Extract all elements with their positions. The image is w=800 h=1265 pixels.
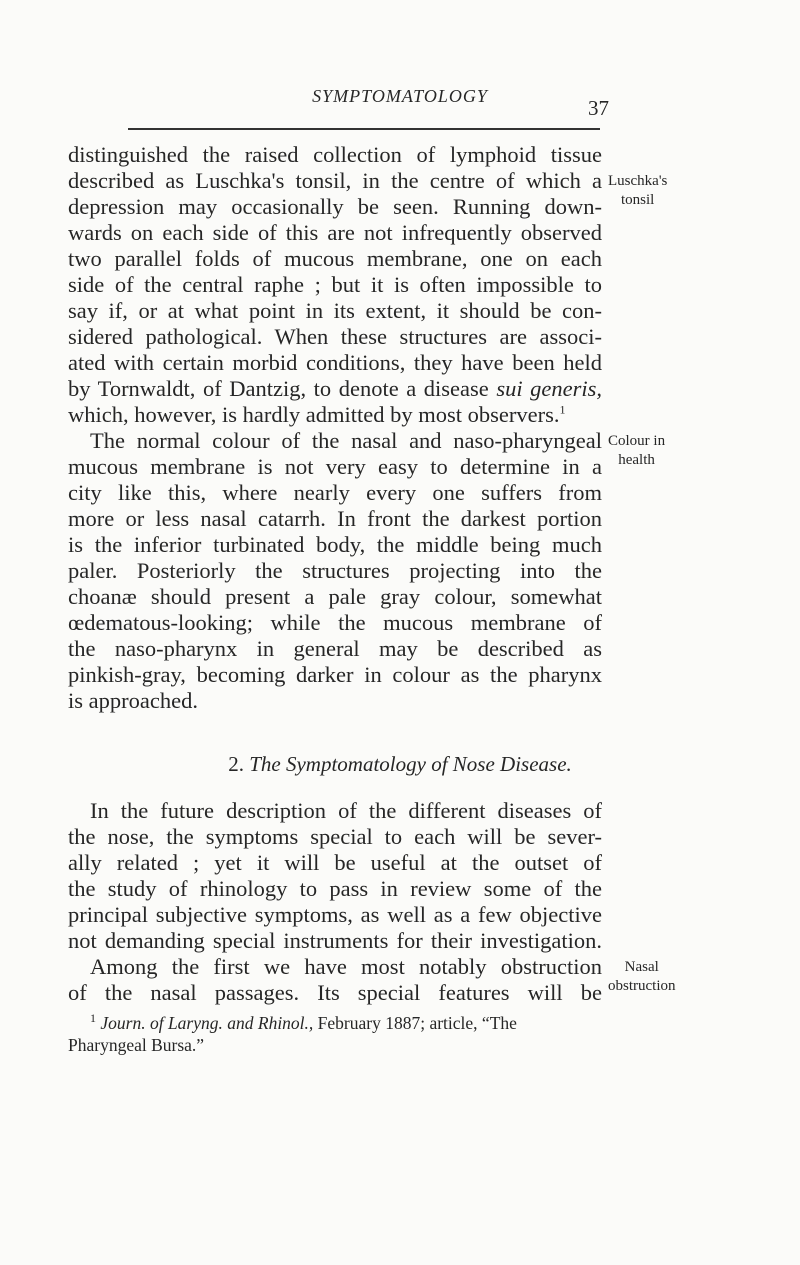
section-title: The Symptomatology of Nose Disease. <box>249 752 572 776</box>
margin-note-luschkas-tonsil <box>608 172 667 210</box>
margin-note-line: obstruction <box>608 978 676 994</box>
text-line: choanæ should present a pale gray colour, somewhat <box>68 584 602 609</box>
text-line: not demanding special instruments for their investigation. <box>68 928 602 953</box>
text-line: is approached. <box>68 688 198 713</box>
margin-note-line: Luschka's <box>608 173 668 189</box>
text-line <box>68 376 602 402</box>
text-line: is the inferior turbinated body, the middle being much <box>68 532 602 557</box>
section-number: 2. <box>228 752 244 776</box>
text-line: say if, or at what point in its extent, it should be con- <box>68 298 602 323</box>
footnote <box>68 1012 602 1034</box>
margin-note-line: tonsil <box>621 192 655 208</box>
footnote-text: February 1887; article, “The <box>317 1013 517 1033</box>
text-line: wards on each side of this are not infrequently observed <box>68 220 602 245</box>
margin-note-line: Nasal <box>624 959 659 975</box>
text-line <box>68 402 602 428</box>
text-line: the study of rhinology to pass in review some of the <box>68 876 602 901</box>
text-line: the nose, the symptoms special to each will be sever- <box>68 824 602 849</box>
running-head: SYMPTOMATOLOGY <box>312 86 488 106</box>
text-line: principal subjective symptoms, as well as a few objective <box>68 902 602 927</box>
text-line: more or less nasal catarrh. In front the darkest portion <box>68 506 602 531</box>
footnote-line: Pharyngeal Bursa.” <box>68 1035 205 1055</box>
margin-note-colour-in-health <box>608 432 665 470</box>
text-line: distinguished the raised collection of lymphoid tissue <box>68 142 602 167</box>
text-line: side of the central raphe ; but it is often impossible to <box>68 272 602 297</box>
footnote-ref: 1 <box>559 402 566 417</box>
footnote-journal: Journ. of Laryng. and Rhinol., <box>100 1013 314 1033</box>
text-line: the naso-pharynx in general may be described as <box>68 636 602 661</box>
text-line: of the nasal passages. Its special features will be <box>68 980 602 1005</box>
page-number: 37 <box>588 96 609 120</box>
text-line: œdematous-looking; while the mucous membrane of <box>68 610 602 635</box>
footnote-marker: 1 <box>90 1011 96 1026</box>
text-line: described as Luschka's tonsil, in the centre of which a <box>68 168 602 193</box>
header-rule <box>128 128 600 130</box>
margin-note-line: health <box>618 452 655 468</box>
section-heading <box>0 752 800 777</box>
text-line: two parallel folds of mucous membrane, one on each <box>68 246 602 271</box>
text-line: Among the first we have most notably obstruction <box>90 954 602 979</box>
text-line: mucous membrane is not very easy to determine in a <box>68 454 602 479</box>
text-line: ally related ; yet it will be useful at the outset of <box>68 850 602 875</box>
text-line: sidered pathological. When these structures are associ- <box>68 324 602 349</box>
text-line: The normal colour of the nasal and naso-pharyngeal <box>90 428 602 453</box>
italic-term: sui generis, <box>496 376 602 401</box>
margin-note-line: Colour in <box>608 433 666 449</box>
text-line: depression may occasionally be seen. Running down- <box>68 194 602 219</box>
margin-note-nasal-obstruction <box>608 958 676 996</box>
text-line: ated with certain morbid conditions, they have been held <box>68 350 602 375</box>
text-line: city like this, where nearly every one suffers from <box>68 480 602 505</box>
text-line: pinkish-gray, becoming darker in colour as the pharynx <box>68 662 602 687</box>
text-line: paler. Posteriorly the structures projecting into the <box>68 558 602 583</box>
text-span: which, however, is hardly admitted by most observers. <box>68 402 560 427</box>
text-span: by Tornwaldt, of Dantzig, to denote a disease <box>68 376 489 401</box>
text-line: In the future description of the different diseases of <box>90 798 602 823</box>
